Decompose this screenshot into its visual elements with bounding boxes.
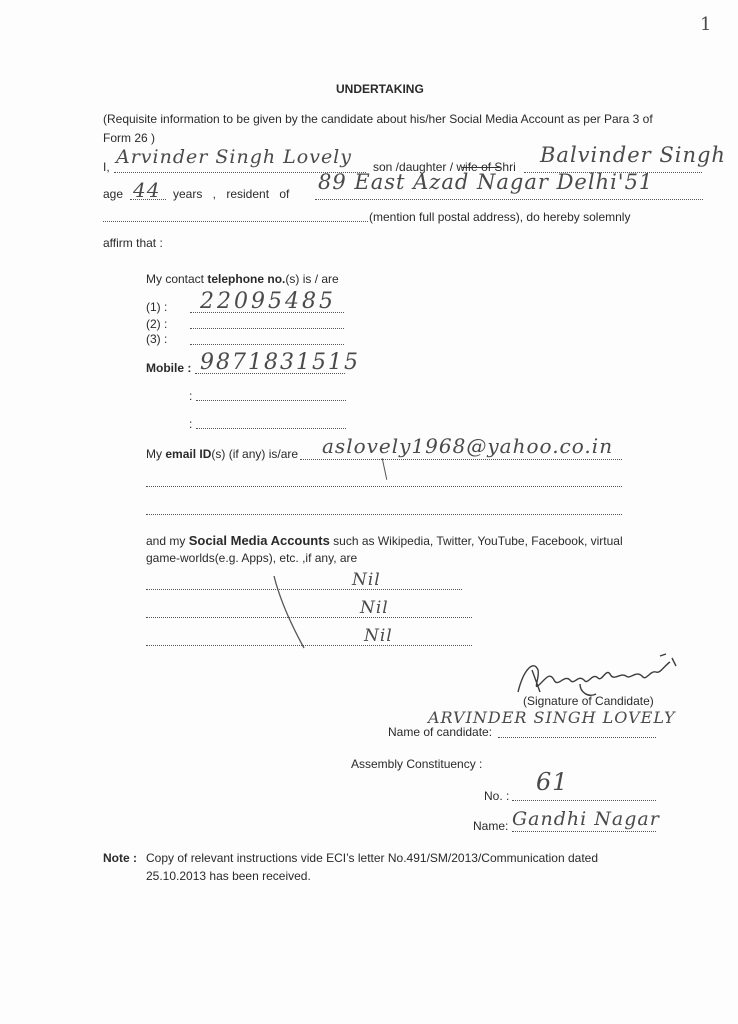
age-handwritten: 44 (133, 178, 161, 202)
phone-line-3 (190, 344, 344, 345)
social-label-post: such as Wikipedia, Twitter, YouTube, Facebook, virtual (333, 534, 623, 548)
email-handwritten: aslovely1968@yahoo.co.in (322, 434, 614, 458)
address-handwritten: 89 East Azad Nagar Delhi'51 (318, 170, 654, 194)
extra-colon-1: : (189, 389, 193, 403)
mobile-label: Mobile : (146, 361, 192, 375)
email-line (300, 459, 622, 460)
address-line-1 (315, 199, 703, 200)
mobile-line-2 (196, 400, 346, 401)
email-label-pre: My (146, 447, 162, 461)
candidate-name-field-handwritten: ARVINDER SINGH LOVELY (428, 708, 676, 727)
social-nil-strike (270, 572, 310, 652)
note-label: Note : (103, 851, 137, 865)
address-line-2 (103, 221, 368, 222)
mobile-line-3 (196, 428, 346, 429)
email-label-post: (s) (if any) is/are (211, 447, 299, 461)
social-entry-1: Nil (352, 570, 381, 590)
social-label-pre: and my (146, 534, 186, 548)
note-line-1: Copy of relevant instructions vide ECI’s letter No.491/SM/2013/Communication dated (146, 851, 599, 865)
constituency-no-label: No. : (484, 789, 510, 803)
phone-label-1: (1) : (146, 300, 168, 314)
subtitle: (Requisite information to be given by the candidate about his/her Social Media Account as per Para 3 of Form 26 ) (103, 112, 653, 145)
phone-label-2: (2) : (146, 317, 168, 331)
email-line-3 (146, 514, 622, 515)
years-resident-of: years , resident of (173, 187, 290, 201)
constituency-name-handwritten: Gandhi Nagar (512, 808, 660, 830)
candidate-name-handwritten: Arvinder Singh Lovely (116, 146, 352, 168)
social-entry-3: Nil (364, 626, 393, 646)
phone-line-2 (190, 328, 344, 329)
page-title: UNDERTAKING (336, 82, 424, 96)
page-number: 1 (700, 14, 713, 35)
email-pen-stroke (382, 458, 388, 480)
email-label-bold: email ID (165, 447, 212, 461)
constituency-no-handwritten: 61 (536, 768, 569, 796)
constituency-label: Assembly Constituency : (351, 757, 483, 771)
extra-colon-2: : (189, 417, 193, 431)
social-line-2: game-worlds(e.g. Apps), etc. ,if any, are (146, 551, 358, 565)
telephone-label-pre: My contact (146, 272, 205, 286)
telephone-label-bold: telephone no. (207, 272, 286, 286)
candidate-name-label: Name of candidate: (388, 725, 493, 739)
email-label (146, 447, 298, 461)
social-label-bold: Social Media Accounts (188, 533, 330, 548)
intro-i-prefix: I, (103, 160, 110, 174)
telephone-label (146, 272, 339, 286)
address-suffix: (mention full postal address), do hereby solemnly (369, 210, 631, 224)
relation-text: son /daughter / wife of Shri (373, 160, 516, 174)
email-line-2 (146, 486, 622, 487)
constituency-name-line (512, 831, 656, 832)
telephone-label-post: (s) is / are (285, 272, 339, 286)
wife-of-strike (462, 167, 500, 168)
phone-label-3: (3) : (146, 332, 168, 346)
social-label (146, 533, 623, 548)
age-label: age (103, 187, 124, 201)
mobile-handwritten: 9871831515 (200, 350, 360, 375)
constituency-name-label: Name: (473, 819, 509, 833)
affirm-text: affirm that : (103, 236, 163, 250)
phone-1-handwritten: 22095485 (200, 289, 336, 314)
father-name-handwritten: Balvinder Singh (540, 143, 726, 167)
signature-label: (Signature of Candidate) (523, 694, 654, 708)
candidate-name-field-line (498, 737, 656, 738)
constituency-no-line (512, 800, 656, 801)
note-line-2: 25.10.2013 has been received. (146, 869, 311, 883)
social-entry-2: Nil (360, 598, 389, 618)
